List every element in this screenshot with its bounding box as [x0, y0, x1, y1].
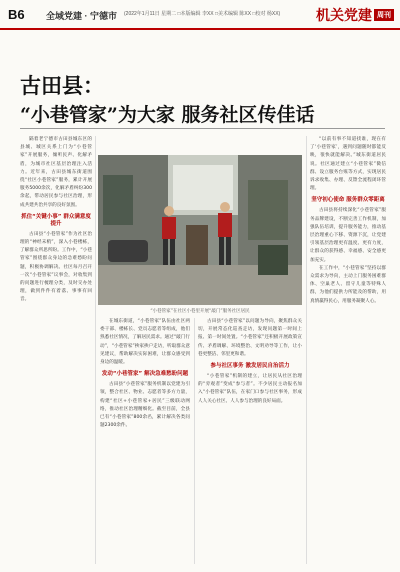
headline-kicker: 古田县： — [20, 73, 104, 98]
subhead-4: 坚守初心使命 服务群众零距离 — [311, 197, 385, 204]
intro-paragraph: 隔着老宁德市古田县城东区的县城、城区关系上门为“小巷管家”开展服务，倾听民声、化解矛盾，为城市社区基层治理注入活力。近年来，古田县城东街道围绕“社区小巷管家”服务，累计开展服务5000余次，化解矛盾纠纷300余起，带动居民参与社区治理，形成共建共治共享的良好氛围。 — [20, 137, 92, 208]
article-column-1 — [20, 136, 92, 564]
body-paragraph: 在工作中，“小巷管家”坚持以群众需求为导向，主动上门服务困难群体、空巢老人、留守儿童等特殊人群，为他们提供力所能及的帮助，用真情赢得民心，用服务凝聚人心。 — [310, 265, 386, 304]
page-header — [0, 0, 400, 30]
headline-rule — [20, 128, 385, 129]
newspaper-name: 机关党建 — [316, 8, 372, 24]
body-paragraph: 古田县“小巷管家”以问题为导向，聚焦群众关切，开展常态化巡查走访，发现问题第一时间上报、第一时间处置。“小巷管家”还积极开展政策宣传、矛盾调解、环境整治、文明劝导等工作，让小巷更整洁、邻里更和谐。 — [198, 319, 302, 357]
body-paragraph: 古田县“小巷管家”作为社区治理的“神经末梢”，深入小巷楼栋，了解群众所思所盼。工作中，“小巷管家”围绕群众身边的急难愁盼问题，积极协调解决。社区每月召开一次“小巷管家”议事会，对收集到的问题进行梳理分类，及时交办处理，做到件件有着落、事事有回音。 — [20, 231, 92, 303]
alley-photo-illustration — [98, 155, 302, 305]
body-paragraph: 古田县“小巷管家”服务机制以党建为引领，整合社区、物业、志愿者等多方力量，构建“社区+小巷管家+居民”三级联动网络，推动社区治理精细化。截至目前，全县已有“小巷管家”800余名，累计解决各类问题2300余件。 — [100, 382, 190, 429]
subhead-1: 抓住“关键小事” 群众满意度提升 — [21, 213, 91, 227]
page-number: B6 — [8, 7, 25, 22]
body-paragraph: 在城东街道，“小巷管家”队伍由社区两委干部、楼栋长、党员志愿者等组成，他们熟悉社区情况，了解居民需求。通过“敲门行动”，“小巷管家”挨家挨户走访，听取群众意见建议，帮助解决实际困难，让群众感受到身边的温暖。 — [100, 319, 190, 366]
column-divider — [95, 136, 96, 564]
subhead-2: 发动“小巷管家” 解决急难愁盼问题 — [101, 371, 189, 378]
article-column-4 — [310, 136, 386, 564]
headline-main: “小巷管家”为大家 服务社区传佳话 — [20, 104, 315, 126]
subhead-3: 参与社区事务 激发居民自治活力 — [210, 363, 290, 370]
article-column-2 — [100, 318, 190, 564]
column-divider — [306, 136, 307, 564]
article-photo — [98, 155, 302, 305]
article-column-3 — [198, 318, 302, 564]
edition-tag: 周刊 — [374, 9, 394, 21]
body-paragraph: “以前有事不知道找谁，现在有了‘小巷管家’，遇到问题随时都能反映，很快就能解决。”城东街道居民说。社区通过建立“小巷管家”微信群、设立服务台账等方式，实现居民诉求收集、办理、反馈全流程闭环管理。 — [310, 137, 386, 192]
body-paragraph: 古田县将持续深化“小巷管家”服务品牌建设，不断完善工作机制，加强队伍培训，提升服务能力，推动基层治理重心下移、资源下沉，让党建引领基层治理更有温度、更有力度，让群众的获得感、幸福感、安全感更加充实。 — [310, 208, 386, 263]
photo-caption: “小巷管家”在社区小巷里开展“敲门”服务社区居民 — [150, 309, 250, 314]
dateline: (2022年1月11日 星期二 □本版编辑 李XX □美术编辑 陈XX □校对 杨XX) — [124, 11, 281, 17]
column-divider — [194, 318, 195, 564]
body-paragraph: “小巷管家”机制的建立，让居民从社区治理的“旁观者”变成“参与者”。不少居民主动报名加入“小巷管家”队伍，在家门口参与社区事务，形成人人关心社区、人人参与治理的良好局面。 — [198, 374, 302, 404]
section-title: 全域党建 · 宁德市 — [46, 11, 117, 21]
